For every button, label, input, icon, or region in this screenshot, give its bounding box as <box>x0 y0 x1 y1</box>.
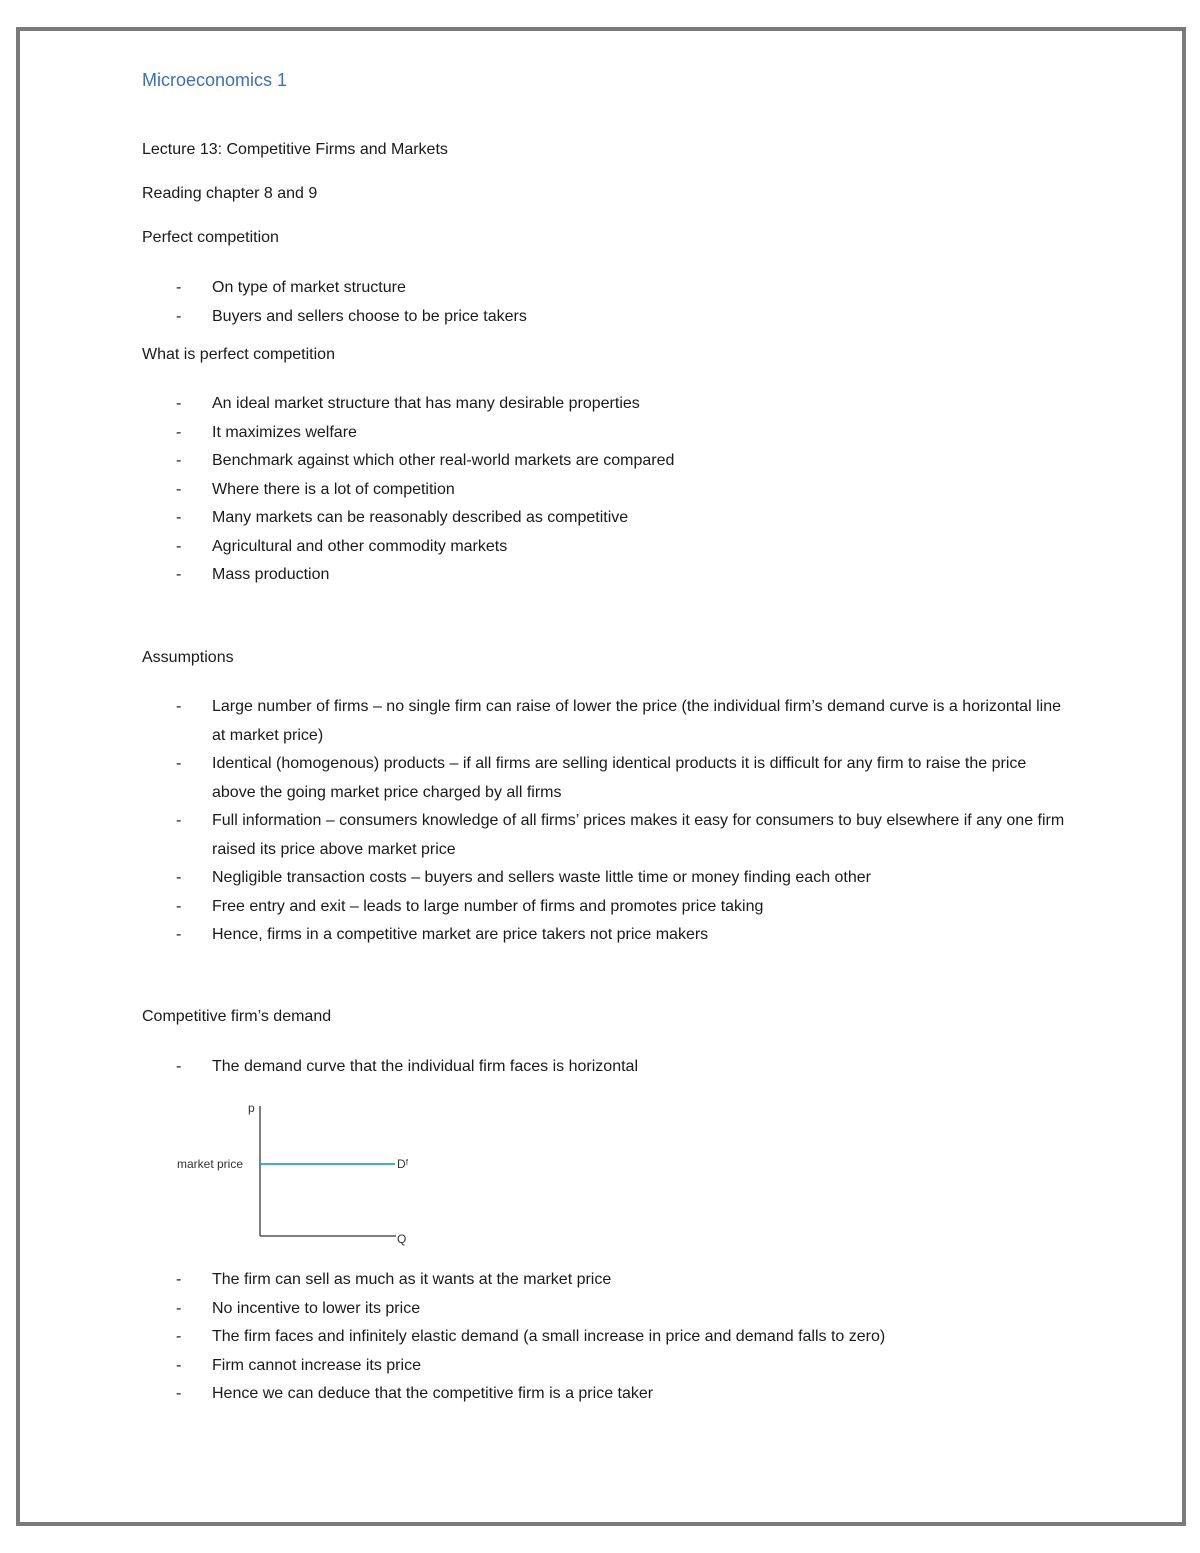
list-item: - It maximizes welfare <box>142 419 1072 448</box>
demand-curve-chart <box>172 1098 422 1248</box>
dash-marker: - <box>176 480 182 498</box>
list-item: - Identical (homogenous) products – if all firms are selling identical products it is difficult for any firm to raise the price above the going market price charged by all firms <box>142 750 1072 807</box>
section-title-perfect-competition: Perfect competition <box>142 229 279 246</box>
dash-marker: - <box>176 537 182 555</box>
list-item: - The demand curve that the individual firm faces is horizontal <box>142 1053 1072 1082</box>
demand-curve-label: Dᶠ <box>397 1157 409 1171</box>
list-item: - Buyers and sellers choose to be price takers <box>142 303 1072 332</box>
dash-marker: - <box>176 926 182 943</box>
section-title-what-is: What is perfect competition <box>142 346 335 363</box>
list-item: - Firm cannot increase its price <box>142 1352 1072 1381</box>
market-price-label: market price <box>177 1157 244 1171</box>
dash-marker: - <box>176 1299 182 1317</box>
perfect-competition-list <box>142 274 1072 331</box>
dash-marker: - <box>176 1385 182 1402</box>
list-item: - Many markets can be reasonably described as competitive <box>142 504 1072 533</box>
demand-list-before <box>142 1053 1072 1082</box>
dash-marker: - <box>176 698 182 715</box>
reading-note: Reading chapter 8 and 9 <box>142 185 318 202</box>
dash-marker: - <box>176 755 182 772</box>
document-header: Microeconomics 1 <box>142 70 288 90</box>
dash-marker: - <box>176 812 182 829</box>
list-item: - Mass production <box>142 561 1072 590</box>
dash-marker: - <box>176 897 182 915</box>
lecture-title: Lecture 13: Competitive Firms and Markets <box>142 141 448 158</box>
dash-marker: - <box>176 423 182 441</box>
list-item: - Full information – consumers knowledge of all firms’ prices makes it easy for consumers to buy elsewhere if any one firm raised its price above market price <box>142 807 1072 864</box>
dash-marker: - <box>176 1271 182 1288</box>
dash-marker: - <box>176 279 182 296</box>
list-item: - The firm faces and infinitely elastic demand (a small increase in price and demand falls to zero) <box>142 1323 1072 1352</box>
dash-marker: - <box>176 566 182 583</box>
demand-list-after <box>142 1266 1072 1409</box>
list-item: - Negligible transaction costs – buyers and sellers waste little time or money finding each other <box>142 864 1072 893</box>
list-item: - Benchmark against which other real-world markets are compared <box>142 447 1072 476</box>
dash-marker: - <box>176 509 182 526</box>
list-item: - The firm can sell as much as it wants at the market price <box>142 1266 1072 1295</box>
section-title-assumptions: Assumptions <box>142 649 234 666</box>
dash-marker: - <box>176 395 182 412</box>
list-item: - Large number of firms – no single firm can raise of lower the price (the individual firm’s demand curve is a horizontal line at market price) <box>142 693 1072 750</box>
list-item: - Where there is a lot of competition <box>142 476 1072 505</box>
dash-marker: - <box>176 1058 182 1075</box>
list-item: - An ideal market structure that has many desirable properties <box>142 390 1072 419</box>
dash-marker: - <box>176 1356 182 1374</box>
list-item: - Hence, firms in a competitive market are price takers not price makers <box>142 921 1072 950</box>
list-item: - Agricultural and other commodity markets <box>142 533 1072 562</box>
list-item: - Hence we can deduce that the competitive firm is a price taker <box>142 1380 1072 1409</box>
assumptions-list <box>142 693 1072 950</box>
x-axis-label: Q <box>397 1232 407 1246</box>
list-item: - No incentive to lower its price <box>142 1295 1072 1324</box>
dash-marker: - <box>176 307 182 325</box>
section-title-demand: Competitive firm’s demand <box>142 1008 332 1025</box>
what-is-list <box>142 390 1072 590</box>
y-axis-label: p <box>248 1101 255 1115</box>
dash-marker: - <box>176 1328 182 1345</box>
dash-marker: - <box>176 452 182 469</box>
list-item: - Free entry and exit – leads to large number of firms and promotes price taking <box>142 893 1072 922</box>
list-item: - On type of market structure <box>142 274 1072 303</box>
dash-marker: - <box>176 869 182 886</box>
